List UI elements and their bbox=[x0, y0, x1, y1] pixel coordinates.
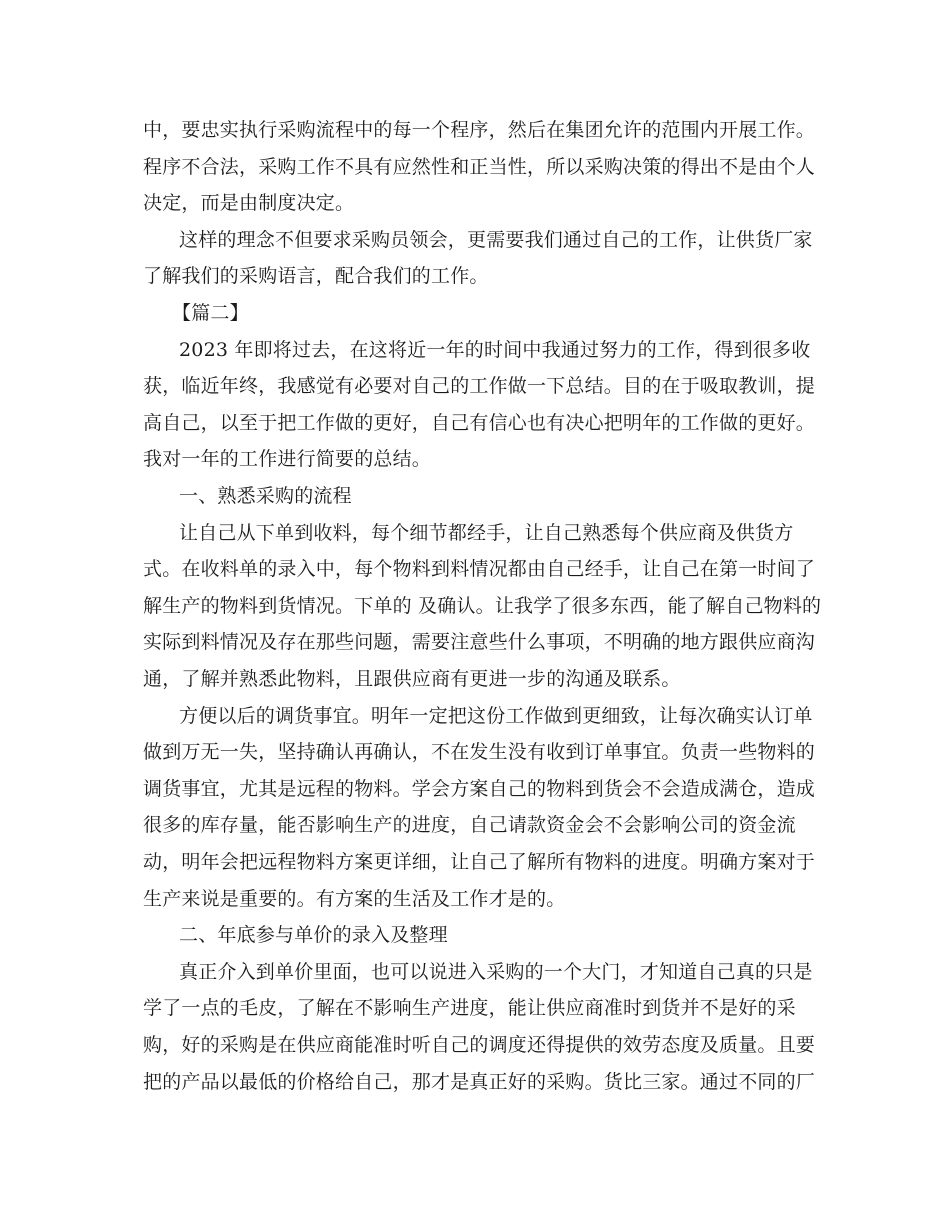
section-heading: 二、年底参与单价的录入及整理 bbox=[179, 924, 448, 946]
paragraph-line: 我对一年的工作进行简要的总结。 bbox=[143, 448, 432, 470]
paragraph-line: 方便以后的调货事宜。明年一定把这份工作做到更细致，让每次确实认订单 bbox=[179, 705, 813, 727]
paragraph-line: 生产来说是重要的。有方案的生活及工作才是的。 bbox=[143, 888, 566, 910]
paragraph-line: 决定，而是由制度决定。 bbox=[143, 192, 355, 214]
paragraph-line: 让自己从下单到收料，每个细节都经手，让自己熟悉每个供应商及供货方 bbox=[179, 522, 794, 544]
paragraph-line: 解生产的物料到货情况。下单的 及确认。让我学了很多东西，能了解自己物料的 bbox=[143, 595, 822, 617]
paragraph-line: 调货事宜，尤其是远程的物料。学会方案自己的物料到货会不会造成满仓，造成 bbox=[143, 778, 816, 800]
paragraph-line: 2023 年即将过去，在这将近一年的时间中我通过努力的工作，得到很多收 bbox=[179, 339, 811, 361]
paragraph-line: 程序不合法，采购工作不具有应然性和正当性，所以采购决策的得出不是由个人 bbox=[143, 156, 816, 178]
paragraph-line: 把的产品以最低的价格给自己，那才是真正好的采购。货比三家。通过不同的厂 bbox=[143, 1071, 816, 1093]
paragraph-line: 了解我们的采购语言，配合我们的工作。 bbox=[143, 265, 489, 287]
paragraph-line: 真正介入到单价里面，也可以说进入采购的一个大门，才知道自己真的只是 bbox=[179, 961, 813, 983]
section-heading: 一、熟悉采购的流程 bbox=[179, 485, 352, 507]
paragraph-line: 通，了解并熟悉此物料，且跟供应商有更进一步的沟通及联系。 bbox=[143, 668, 681, 690]
paragraph-line: 这样的理念不但要求采购员领会，更需要我们通过自己的工作，让供货厂家 bbox=[179, 229, 813, 251]
paragraph-line: 式。在收料单的录入中，每个物料到料情况都由自己经手，让自己在第一时间了 bbox=[143, 558, 816, 580]
paragraph-line: 实际到料情况及存在那些问题，需要注意些什么事项，不明确的地方跟供应商沟 bbox=[143, 631, 816, 653]
paragraph-line: 获，临近年终，我感觉有必要对自己的工作做一下总结。目的在于吸取教训，提 bbox=[143, 375, 816, 397]
paragraph-line: 很多的库存量，能否影响生产的进度，自己请款资金会不会影响公司的资金流 bbox=[143, 814, 796, 836]
section-heading: 【篇二】 bbox=[172, 302, 249, 324]
paragraph-line: 动，明年会把远程物料方案更详细，让自己了解所有物料的进度。明确方案对于 bbox=[143, 851, 816, 873]
paragraph-line: 中，要忠实执行采购流程中的每一个程序，然后在集团允许的范围内开展工作。 bbox=[143, 119, 816, 141]
paragraph-line: 购，好的采购是在供应商能准时听自己的调度还得提供的效劳态度及质量。且要 bbox=[143, 1034, 816, 1056]
paragraph-line: 做到万无一失，坚持确认再确认，不在发生没有收到订单事宜。负责一些物料的 bbox=[143, 741, 816, 763]
paragraph-line: 高自己，以至于把工作做的更好，自己有信心也有决心把明年的工作做的更好。 bbox=[143, 412, 816, 434]
paragraph-line: 学了一点的毛皮，了解在不影响生产进度，能让供应商准时到货并不是好的采 bbox=[143, 997, 796, 1019]
